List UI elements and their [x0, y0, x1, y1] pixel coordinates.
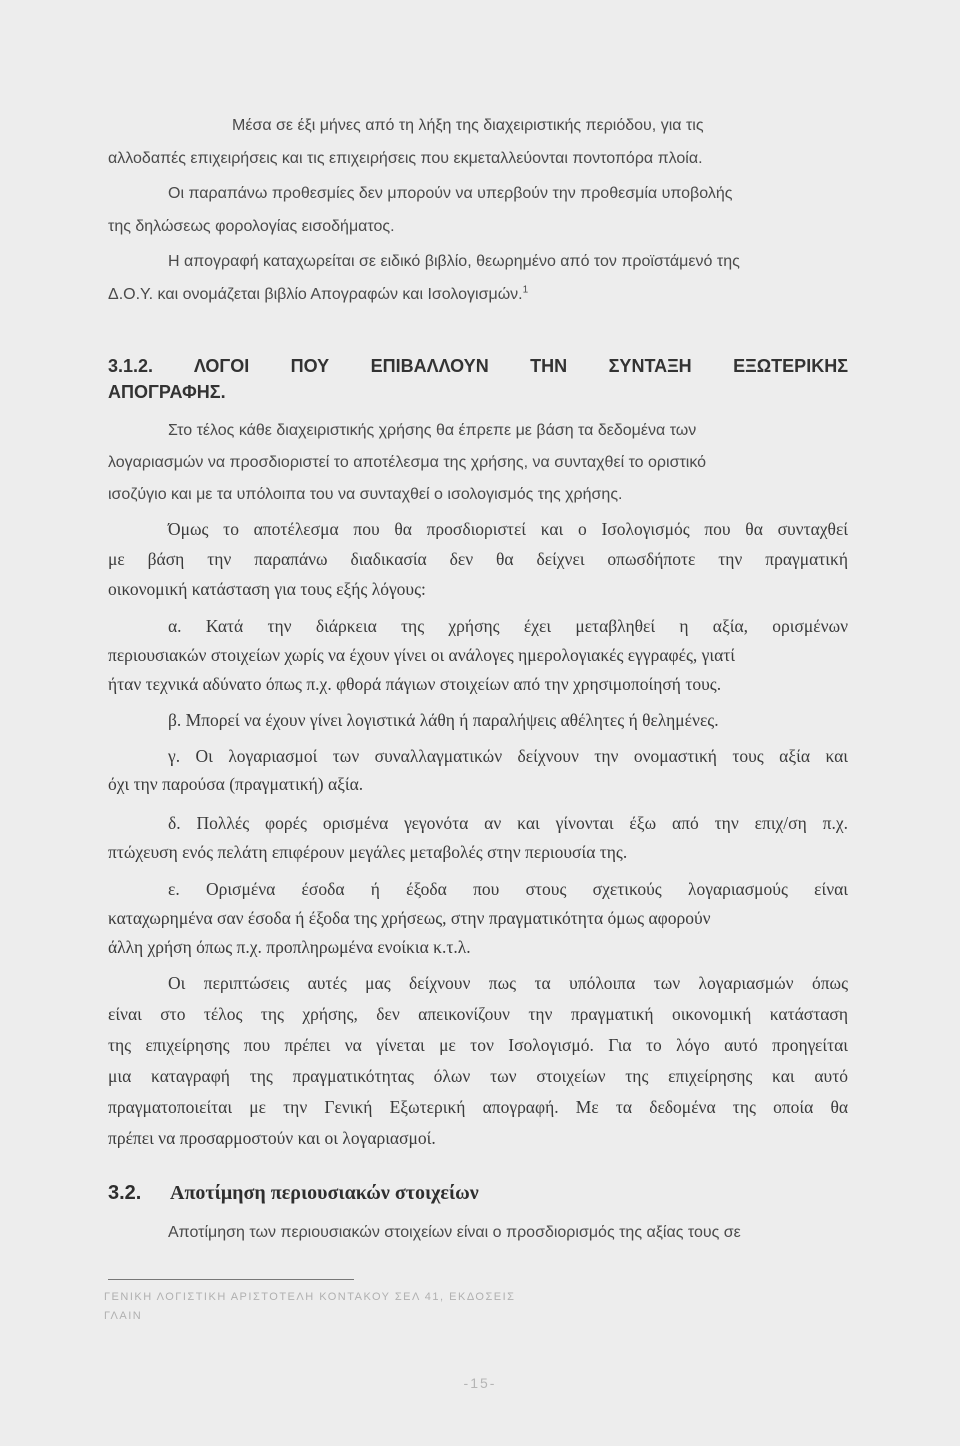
subsection-heading	[108, 1181, 848, 1205]
paragraph-line: Όμως το αποτέλεσμα που θα προσδιοριστεί και ο Ισολογισμός που θα συνταχθεί	[168, 519, 848, 539]
list-item-line: όχι την παρούσα (πραγματική) αξία.	[108, 774, 364, 794]
paragraph-line: είναι στο τέλος της χρήσης, δεν απεικονίζουν την πραγματική οικονομική κατάσταση	[108, 1004, 848, 1024]
paragraph-line: Η απογραφή καταχωρείται σε ειδικό βιβλίο, θεωρημένο από τον προϊστάμενό της	[168, 253, 740, 270]
footnote-divider	[108, 1279, 354, 1280]
footnote-line: ΓΛΑΙΝ	[104, 1310, 143, 1322]
section-heading-cont: ΑΠΟΓΡΑΦΗΣ.	[108, 382, 226, 402]
section-heading: 3.1.2. ΛΟΓΟΙ ΠΟΥ ΕΠΙΒΑΛΛΟΥΝ ΤΗΝ ΣΥΝΤΑΞΗ ΕΞΩΤΕΡΙΚΗΣ	[108, 356, 848, 376]
paragraph-line: Οι περιπτώσεις αυτές μας δείχνουν πως τα υπόλοιπα των λογαριασμών όπως	[168, 973, 848, 993]
paragraph-line: Οι παραπάνω προθεσμίες δεν μπορούν να υπερβούν την προθεσμία υποβολής	[168, 185, 733, 202]
list-item: ε. Ορισμένα έσοδα ή έξοδα που στους σχετικούς λογαριασμούς είναι	[168, 879, 848, 899]
subsection-number: 3.2.	[108, 1182, 142, 1204]
footnote-line: ΓΕΝΙΚΗ ΛΟΓΙΣΤΙΚΗ ΑΡΙΣΤΟΤΕΛΗ ΚΟΝΤΑΚΟΥ ΣΕΛ 41, ΕΚΔΟΣΕΙΣ	[104, 1291, 516, 1303]
list-item: β. Μπορεί να έχουν γίνει λογιστικά λάθη ή παραλήψεις αθέλητες ή θελημένες.	[168, 710, 719, 730]
list-item-line: περιουσιακών στοιχείων χωρίς να έχουν γίνει οι ανάλογες ημερολογιακές εγγραφές, γιατί	[108, 645, 735, 665]
paragraph-line: Δ.Ο.Υ. και ονομάζεται βιβλίο Απογραφών και Ισολογισμών.$^1$	[108, 284, 529, 303]
paragraph-line: οικονομική κατάσταση για τους εξής λόγους:	[108, 579, 426, 599]
footnote-marker: 1	[522, 284, 529, 296]
paragraph-line: με βάση την παραπάνω διαδικασία δεν θα δείχνει οπωσδήποτε την πραγματική	[108, 549, 848, 569]
paragraph-line: της επιχείρησης που πρέπει να γίνεται με τον Ισολογισμό. Για το λόγο αυτό προηγείται	[108, 1035, 848, 1055]
list-item-line: άλλη χρήση όπως π.χ. προπληρωμένα ενοίκια κ.τ.λ.	[108, 937, 471, 957]
paragraph-line: πραγματοποιείται με την Γενική Εξωτερική απογραφή. Με τα δεδομένα της οποία θα	[108, 1097, 848, 1117]
paragraph-line: λογαριασμών να προσδιοριστεί το αποτέλεσμα της χρήσης, να συνταχθεί το οριστικό	[108, 454, 707, 471]
paragraph-line: Μέσα σε έξι μήνες από τη λήξη της διαχειριστικής περιόδου, για τις	[232, 117, 704, 134]
paragraph-line: αλλοδαπές επιχειρήσεις και τις επιχειρήσεις που εκμεταλλεύονται ποντοπόρα πλοία.	[108, 150, 703, 167]
paragraph-line: Στο τέλος κάθε διαχειριστικής χρήσης θα έπρεπε με βάση τα δεδομένα των	[168, 422, 697, 439]
paragraph-line: μια καταγραφή της πραγματικότητας όλων των στοιχείων της επιχείρησης και αυτό	[108, 1066, 848, 1086]
list-item-line: πτώχευση ενός πελάτη επιφέρουν μεγάλες μεταβολές στην περιουσία της.	[108, 842, 628, 862]
list-item: γ. Οι λογαριασμοί των συναλλαγματικών δείχνουν την ονομαστική τους αξία και	[168, 746, 848, 766]
list-item: α. Κατά την διάρκεια της χρήσης έχει μεταβληθεί η αξία, ορισμένων	[168, 616, 848, 636]
paragraph-line: Αποτίμηση των περιουσιακών στοιχείων είναι ο προσδιορισμός της αξίας τους σε	[168, 1224, 741, 1241]
list-item: δ. Πολλές φορές ορισμένα γεγονότα αν και γίνονται έξω από την επιχ/ση π.χ.	[168, 813, 848, 833]
list-item-line: ήταν τεχνικά αδύνατο όπως π.χ. φθορά πάγιων στοιχείων από την χρησιμοποίησή τους.	[108, 674, 722, 694]
paragraph-line: ισοζύγιο και με τα υπόλοιπα του να συνταχθεί ο ισολογισμός της χρήσης.	[108, 486, 623, 503]
subsection-title: Αποτίμηση περιουσιακών στοιχείων	[170, 1182, 479, 1204]
paragraph-line: της δηλώσεως φορολογίας εισοδήματος.	[108, 218, 395, 235]
page-number: -15-	[463, 1375, 497, 1391]
paragraph-line: πρέπει να προσαρμοστούν και οι λογαριασμοί.	[108, 1128, 436, 1148]
list-item-line: καταχωρημένα σαν έσοδα ή έξοδα της χρήσεως, στην πραγματικότητα όμως αφορούν	[108, 908, 711, 928]
